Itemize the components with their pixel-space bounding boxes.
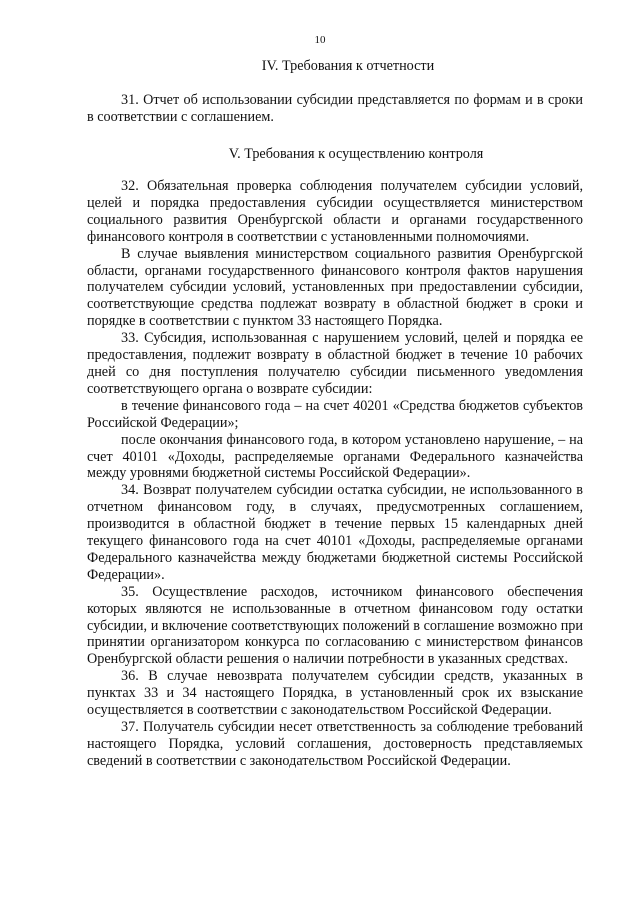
- section-heading-control: V. Требования к осуществлению контроля: [228, 146, 484, 162]
- page-number: 10: [314, 34, 326, 46]
- paragraph-33: 33. Субсидия, использованная с нарушением условий, целей и порядка ее предоставления, подлежит возврату в областной бюджет в течение 10 рабочих дней со дня поступления получателю субсидии письменного уведомления соответствующего органа о возврате субсидии:: [87, 330, 583, 397]
- paragraph-31: 31. Отчет об использовании субсидии представляется по формам и в сроки в соответствии с соглашением.: [87, 92, 583, 125]
- paragraph-33-after-year: после окончания финансового года, в котором установлено нарушение, – на счет 40101 «Доходы, распределяемые органами Федерального казначейства между уровнями бюджетной системы Российской Федерации».: [87, 431, 583, 482]
- paragraph-34: 34. Возврат получателем субсидии остатка субсидии, не использованного в отчетном финансовом году, в случаях, предусмотренных соглашением, производится в областной бюджет в течение первых 15 календарных дней текущего финансового года на счет 40101 «Доходы, распределяемые органами Федерального казначейства между бюджетами бюджетной системы Российской Федерации».: [87, 482, 583, 583]
- section-control-body: [87, 178, 583, 770]
- paragraph-33-during-year: в течение финансового года – на счет 40201 «Средства бюджетов субъектов Российской Федерации»;: [87, 397, 583, 431]
- paragraph-32-violation: В случае выявления министерством социального развития Оренбургской области, органами государственного финансового контроля фактов нарушения получателем субсидии условий, установленных при предоставлении субсидии, соответствующие средства подлежат возврату в областной бюджет в сроки и порядке в соответствии с пунктом 33 настоящего Порядка.: [87, 245, 583, 330]
- paragraph-35: 35. Осуществление расходов, источником финансового обеспечения которых являются не использованные в отчетном финансовом году остатки субсидии, и включение соответствующих положений в соглашение возможно при принятии организатором конкурса по согласованию с министерством финансов Оренбургской области решения о наличии потребности в указанных средствах.: [87, 583, 583, 668]
- paragraph-37: 37. Получатель субсидии несет ответственность за соблюдение требований настоящего Порядка, условий соглашения, достоверность представляемых сведений в соответствии с законодательством Российской Федерации.: [87, 719, 583, 769]
- section-heading-reporting: IV. Требования к отчетности: [261, 58, 435, 74]
- paragraph-32: 32. Обязательная проверка соблюдения получателем субсидии условий, целей и порядка предоставления субсидии осуществляется министерством социального развития Оренбургской области и органами государственного финансового контроля в соответствии с установленными полномочиями.: [87, 178, 583, 245]
- paragraph-36: 36. В случае невозврата получателем субсидии средств, указанных в пунктах 33 и 34 настоящего Порядка, в установленный срок их взыскание осуществляется в соответствии с законодательством Российской Федерации.: [87, 668, 583, 719]
- section-reporting-body: [87, 92, 583, 126]
